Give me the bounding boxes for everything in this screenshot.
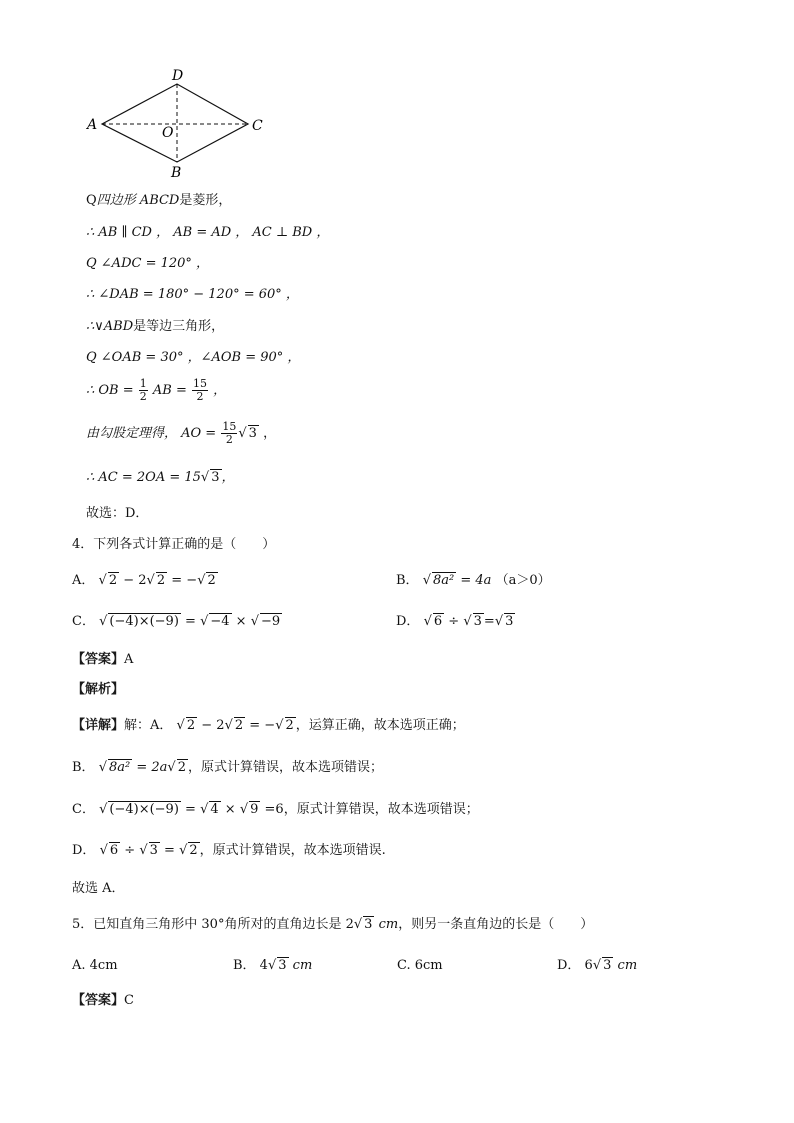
q4-option-d: D． √ 6 ÷ √ 3 =√ 3 <box>396 614 514 629</box>
solution-line-4: ∴ ∠DAB = 180° − 120° = 60° ， <box>86 287 299 302</box>
solution-line-9: ∴ AC = 2OA = 15√ 3 ， <box>86 470 235 485</box>
solution-line-8: 由勾股定理得， AO = $\frac{15}{2}$ √ 3 ， <box>86 420 277 446</box>
q4-detail-a: 【详解】解：A． √ 2 − 2√ 2 = −√ 2 ，运算正确，故本选项正确； <box>72 718 465 733</box>
label-o: O <box>162 125 174 141</box>
q5-option-d: D． 6√ 3 cm <box>557 958 638 973</box>
fraction-fifteen-halves: $\frac{15}{2}$ <box>193 377 208 403</box>
q4-analysis-heading: 【解析】 <box>72 682 125 697</box>
solution-line-1: Q四边形 ABCD是菱形， <box>86 193 232 208</box>
q4-option-a: A． √ 2 − 2√ 2 = −√ 2 <box>72 573 216 588</box>
rhombus-figure <box>80 62 280 184</box>
fraction-fifteen-halves: $\frac{15}{2}$ <box>222 420 237 446</box>
q4-option-c: C． √ (−4)×(−9) = √ −4 × √ −9 <box>72 614 281 629</box>
q4-answer: 【答案】A <box>72 652 134 667</box>
q5-option-b: B． 4√ 3 cm <box>233 958 313 973</box>
fraction-one-half: $\frac{1}{2}$ <box>139 377 147 403</box>
solution-line-2: ∴ AB ∥ CD ， AB = AD ， AC ⊥ BD ， <box>86 225 330 240</box>
sqrt-three: 3 <box>211 470 220 485</box>
solution-line-5: ∴∨ABD是等边三角形， <box>86 319 225 334</box>
solution-conclusion: 故选：D． <box>86 506 149 521</box>
label-c: C <box>252 118 263 134</box>
label-d: D <box>172 68 184 84</box>
q4-option-b: B． √ 8a² = 4a （a＞0） <box>396 573 551 588</box>
solution-line-7: ∴ OB = $\frac{1}{2}$ AB = $\frac{15}{2}$ ， <box>86 377 227 403</box>
question-4-stem: 4．下列各式计算正确的是（ ） <box>72 537 276 552</box>
solution-line-3: Q ∠ADC = 120° ， <box>86 256 210 271</box>
q5-answer: 【答案】C <box>72 993 134 1008</box>
q4-detail-c: C． √ (−4)×(−9) = √ 4 × √ 9 =6，原式计算错误，故本选项错误； <box>72 802 479 817</box>
sqrt-three: 3 <box>248 426 257 441</box>
q5-option-a: A. 4cm <box>72 958 118 973</box>
rhombus-outline <box>102 84 248 162</box>
q4-conclusion: 故选 A． <box>72 881 125 896</box>
solution-line-6: Q ∠OAB = 30° ，∠AOB = 90° ， <box>86 350 301 365</box>
q4-detail-d: D． √ 6 ÷ √ 3 = √ 2 ，原式计算错误，故本选项错误. <box>72 843 386 858</box>
label-b: B <box>171 165 182 181</box>
label-a: A <box>87 117 98 133</box>
q4-detail-b: B． √ 8a² = 2a√ 2 ，原式计算错误，故本选项错误； <box>72 760 384 775</box>
question-5-stem: 5．已知直角三角形中 30°角所对的直角边长是 2√ 3 cm，则另一条直角边的长是（ ） <box>72 917 594 932</box>
q5-option-c: C. 6cm <box>397 958 443 973</box>
